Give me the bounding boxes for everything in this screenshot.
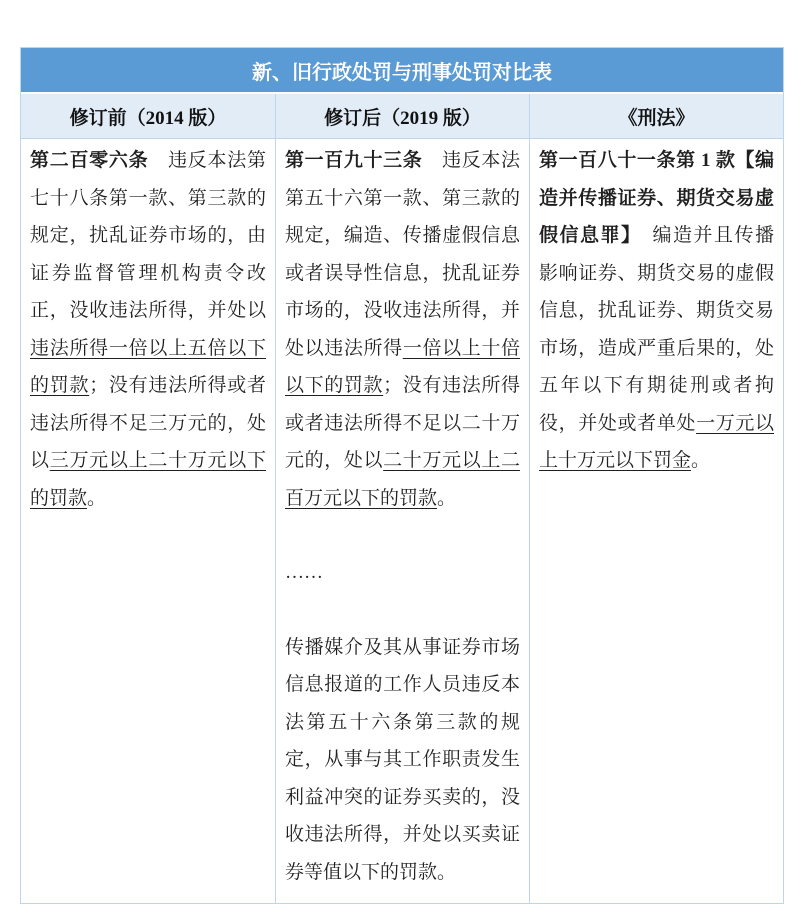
table-title: 新、旧行政处罚与刑事处罚对比表: [252, 61, 552, 84]
text-run: 。: [691, 450, 711, 471]
text-run: ……: [285, 562, 323, 583]
ellipsis-text: [285, 554, 520, 592]
text-run: 编造并且传播影响证券、期货交易的虚假信息，扰乱证券、期货交易市场，造成严重后果的，处五年以下有期徒刑或者拘役，并处或者单处: [539, 225, 774, 434]
table-body-row: [21, 139, 783, 903]
text-run: ；没有违法所得或者违法所得不足以二十万元的，处以: [285, 375, 520, 471]
article-181-text: [539, 142, 774, 480]
text-run: 第一百九十三条: [285, 150, 423, 171]
text-run: 第二百零六条: [30, 150, 149, 171]
header-cell-post-revision-2019: 修订后（2019 版）: [275, 94, 529, 138]
text-run: 。: [437, 487, 457, 509]
header-cell-criminal-law: 《刑法》: [529, 94, 783, 138]
table-header-row: [21, 94, 783, 139]
text-run: ；没有违法所得或者违法所得不足三万元的，处以: [30, 375, 266, 471]
article-193-media-clause-text: [285, 629, 520, 892]
cell-criminal-law: [529, 139, 783, 903]
text-run: 。: [87, 487, 107, 509]
text-run: 违反本法第五十六第一款、第三款的规定，编造、传播虚假信息或者误导性信息，扰乱证券市场的，没收违法所得，并处以违法所得: [285, 150, 520, 359]
comparison-table: [20, 47, 784, 904]
text-run: 传播媒介及其从事证券市场信息报道的工作人员违反本法第五十六条第三款的规定，从事与其工作职责发生利益冲突的证券买卖的，没收违法所得，并处以买卖证券等值以下的罚款。: [285, 636, 520, 883]
text-run: 二十万元以上二百万元以下的罚款: [285, 450, 520, 509]
text-run: 违法所得一倍以上五倍以下的罚款: [30, 337, 266, 396]
article-206-text: [30, 142, 266, 517]
article-193-text: [285, 142, 520, 517]
header-cell-pre-revision-2014: 修订前（2014 版）: [69, 107, 227, 129]
text-run: 一万元以上十万元以下罚金: [539, 412, 774, 471]
table-title-bar: [21, 48, 783, 94]
text-run: 一倍以上十倍以下的罚款: [285, 337, 520, 396]
cell-post-revision-2019: [275, 139, 529, 903]
cell-pre-revision-2014: [21, 139, 275, 903]
text-run: 违反本法第七十八条第一款、第三款的规定，扰乱证券市场的，由证券监督管理机构责令改正，没收违法所得，并处以: [30, 150, 266, 321]
text-run: 第一百八十一条第 1 款【编造并传播证券、期货交易虚假信息罪】: [539, 150, 774, 246]
text-run: 三万元以上二十万元以下的罚款: [30, 450, 266, 509]
